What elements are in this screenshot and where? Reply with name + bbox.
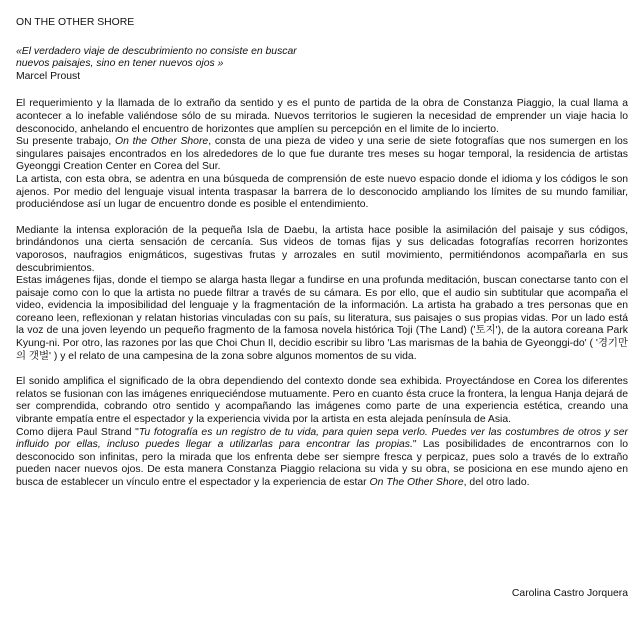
paragraph: Mediante la intensa exploración de la pequeña Isla de Daebu, la artista hace posible la asimilación del paisaje y sus códigos, brindándonos una cierta sensación de cercanía. Sus videos de tomas fijas y sus delicadas fotografías recorren horizontes vaporosos, naufragios enigmáticos, sugestivas frutas y arrozales en sutil movimiento, permitiéndonos acompañarla en sus descubrimientos. (16, 224, 628, 274)
paragraph-text: , consta de una pieza de video y una serie de siete fotografías que nos sumergen en los singulares paisajes encontrados en los alrededores de lo que fue durante tres meses su hogar temporal, la residencia de artistas Gyeonggi Creation Center en Corea del Sur. (16, 136, 628, 173)
paragraph-text: " Las posibilidades de encontrarnos con lo desconocido son infinitas, pero la mirada que los enfrenta debe ser siempre fresca y perpicaz, pues solo a través de lo extraño pueden nacer nuevos ojos. De esta manera Constanza Piaggio relaciona su vida y su obra, se posiciona en ese mundo ajeno en busca de establecer un vínculo entre el espectador y la experiencia de estar (16, 439, 628, 488)
section-gap (16, 363, 628, 376)
document-title: ON THE OTHER SHORE (16, 17, 135, 28)
paragraph-text: Su presente trabajo, (16, 136, 115, 148)
paragraph: La artista, con esta obra, se adentra en una búsqueda de comprensión de este nuevo espacio donde el idioma y los códigos le son ajenos. Por medio del lenguaje visual intenta traspasar la barrera de lo desconocido ampliando los límites de su mundo familiar, produciéndose así un lugar de encuentro donde es posible el entendimiento. (16, 173, 628, 211)
paragraph (16, 427, 628, 490)
work-title: On the Other Shore (115, 136, 209, 148)
quote-text: Tu fotografía es un registro de tu vida, para quien sepa verlo. Puedes ver las costumbres de otros y ser influido por ellas, incluso puedes llegar a utilizarlas para encontrar las propias. (16, 426, 628, 451)
work-title: On The Other Shore (369, 477, 464, 488)
paragraph-text: Como dijera Paul Strand " (16, 426, 139, 438)
paragraph-text: , del otro lado. (463, 477, 530, 488)
paragraph: Estas imágenes fijas, donde el tiempo se alarga hasta llegar a fundirse en una profunda meditación, buscan conectarse tanto con el paisaje como con lo que la artista no puede filtrar a través de su cámara. Es por ello, que el audio sin subtitular que acompaña el video, evidencia la imposibilidad del lenguaje y la fragmentación de la información. La artista ha grabado a tres personas que en coreano leen, reflexionan y relatan historias vinculadas con su país, su literatura, sus paisajes o sus propias vidas. Por un lado está la voz de una joven leyendo un pequeño fragmento de la famosa novela histórica Toji (The Land) ('토지'), de la autora coreana Park Kyung-ni. Por otro, las razones por las que Choi Chun Il, decidio escribir su libro 'Las marismas de la bahia de Gyeonggi-do' ( '경기만의 갯벌' ) y el relato de una campesina de la zona sobre algunos momentos de su vida. (16, 275, 628, 362)
paragraph: El sonido amplifica el significado de la obra dependiendo del contexto donde sea exhibida. Proyectándose en Corea los diferentes relatos se fusionan con las imágenes enriqueciéndose mutuamente. Pero en cuanto ésta cruce la frontera, la lengua Hanja dejará de ser comprendida, cobrando otro sentido y acompañando las imágenes como parte de una experiencia estética, creando una vibrante empatía entre el espectador y la experiencia vivida por la artista en esta alejada península de Asia. (16, 376, 628, 426)
paragraph (16, 136, 628, 174)
section-gap (16, 212, 628, 225)
signature: Carolina Castro Jorquera (511, 588, 628, 599)
paragraph: El requerimiento y la llamada de lo extraño da sentido y es el punto de partida de la obra de Constanza Piaggio, la cual llama a acontecer a lo inefable valiéndose sólo de su mirada. Nuevos territorios le sugieren la necesidad de emprender un viaje hacia lo desconocido, anhelando el encuentro de horizontes que amplíen su percepción en el limite de lo incierto. (16, 98, 628, 135)
epigraph-quote: «El verdadero viaje de descubrimiento no consiste en buscar nuevos paisajes, sino en tener nuevos ojos » (16, 45, 297, 70)
epigraph-author: Marcel Proust (16, 70, 81, 82)
